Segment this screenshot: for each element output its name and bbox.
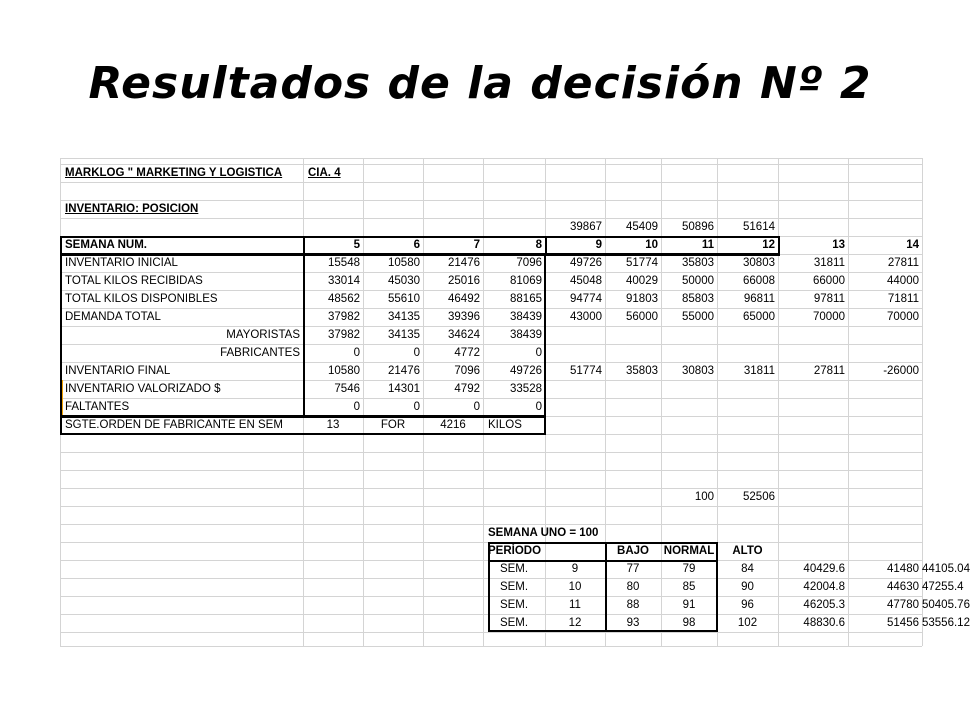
period-week-cell[interactable]: 12 xyxy=(568,617,582,629)
data-cell[interactable]: 38439 xyxy=(510,329,542,341)
data-cell[interactable]: 7096 xyxy=(516,257,542,269)
header-divider xyxy=(545,236,547,254)
order-week-cell[interactable]: 13 xyxy=(326,419,340,431)
data-cell[interactable]: 14301 xyxy=(388,383,420,395)
period-calc-cell[interactable]: 50405.76 xyxy=(922,599,970,611)
row-label-cell[interactable]: INVENTARIO VALORIZADO $ xyxy=(65,383,221,395)
data-cell[interactable]: 0 xyxy=(535,347,542,359)
data-cell[interactable]: 27811 xyxy=(887,257,919,269)
period-sem-cell[interactable]: SEM. xyxy=(499,563,529,575)
period-header-bajo[interactable]: BAJO xyxy=(617,545,649,557)
data-cell[interactable]: 0 xyxy=(353,401,360,413)
data-cell[interactable]: 66000 xyxy=(813,275,845,287)
period-normal-cell[interactable]: 98 xyxy=(682,617,696,629)
data-cell[interactable]: 30803 xyxy=(743,257,775,269)
data-cell[interactable]: 35803 xyxy=(626,365,658,377)
period-calc-cell[interactable]: 51456 xyxy=(887,617,919,629)
data-cell[interactable]: 55610 xyxy=(388,293,420,305)
data-cell[interactable]: 34135 xyxy=(388,329,420,341)
data-cell[interactable]: 37982 xyxy=(328,311,360,323)
period-calc-cell[interactable]: 47780 xyxy=(887,599,919,611)
top-value-cell[interactable]: 51614 xyxy=(743,221,775,233)
row-label-cell[interactable]: TOTAL KILOS DISPONIBLES xyxy=(65,293,218,305)
data-cell[interactable]: 30803 xyxy=(682,365,714,377)
data-cell[interactable]: 97811 xyxy=(813,293,845,305)
order-kilos-cell[interactable]: 4216 xyxy=(440,419,466,431)
data-cell[interactable]: 96811 xyxy=(743,293,775,305)
row-label-cell[interactable]: DEMANDA TOTAL xyxy=(65,311,161,323)
period-header-normal[interactable]: NORMAL xyxy=(663,545,715,557)
data-cell[interactable]: 81069 xyxy=(510,275,542,287)
period-sem-cell[interactable]: SEM. xyxy=(499,599,529,611)
inventory-title-cell[interactable]: INVENTARIO: POSICION xyxy=(65,203,199,215)
data-cell[interactable]: 51774 xyxy=(626,257,658,269)
period-calc-cell[interactable]: 40429.6 xyxy=(803,563,845,575)
data-cell[interactable]: 44000 xyxy=(887,275,919,287)
period-alto-cell[interactable]: 90 xyxy=(741,581,754,593)
period-week-cell[interactable]: 9 xyxy=(571,563,579,575)
data-cell[interactable]: 0 xyxy=(413,347,420,359)
period-alto-cell[interactable]: 96 xyxy=(741,599,754,611)
data-cell[interactable]: 7546 xyxy=(334,383,360,395)
data-cell[interactable]: 88165 xyxy=(510,293,542,305)
data-cell[interactable]: 85803 xyxy=(682,293,714,305)
week-header-cell[interactable]: 12 xyxy=(762,239,775,251)
order-for-cell[interactable]: FOR xyxy=(380,419,406,431)
period-bajo-cell[interactable]: 77 xyxy=(626,563,640,575)
spreadsheet-image xyxy=(60,158,970,646)
data-cell[interactable]: 33014 xyxy=(328,275,360,287)
data-cell[interactable]: 25016 xyxy=(448,275,480,287)
week-header-cell[interactable]: 7 xyxy=(473,239,480,251)
week-header-cell[interactable]: 5 xyxy=(353,239,360,251)
header-bottom-line xyxy=(60,254,780,256)
data-cell[interactable]: 51774 xyxy=(570,365,602,377)
slide-title: Resultados de la decisión Nº 2 xyxy=(88,58,872,109)
data-cell[interactable]: 50000 xyxy=(682,275,714,287)
data-cell[interactable]: 0 xyxy=(353,347,360,359)
period-title-cell[interactable]: SEMANA UNO = 100 xyxy=(488,527,599,539)
data-cell[interactable]: 21476 xyxy=(388,365,420,377)
period-header-alto[interactable]: ALTO xyxy=(732,545,763,557)
data-cell[interactable]: 4792 xyxy=(454,383,480,395)
data-cell[interactable]: 70000 xyxy=(887,311,919,323)
period-calc-cell[interactable]: 44105.04 xyxy=(922,563,970,575)
order-label-cell[interactable]: SGTE.ORDEN DE FABRICANTE EN SEM xyxy=(65,419,283,431)
period-header-periodo[interactable]: PERÍODO xyxy=(488,545,542,557)
data-cell[interactable]: 71811 xyxy=(887,293,919,305)
data-cell[interactable]: 39396 xyxy=(448,311,480,323)
data-cell[interactable]: 40029 xyxy=(626,275,658,287)
data-cell[interactable]: 7096 xyxy=(454,365,480,377)
week-header-cell[interactable]: 8 xyxy=(535,239,542,251)
row-label-cell[interactable]: MAYORISTAS xyxy=(226,329,300,341)
period-normal-cell[interactable]: 85 xyxy=(682,581,696,593)
week-header-cell[interactable]: 11 xyxy=(701,239,714,251)
data-cell[interactable]: 55000 xyxy=(682,311,714,323)
period-alto-cell[interactable]: 102 xyxy=(737,617,758,629)
data-cell[interactable]: 46492 xyxy=(448,293,480,305)
period-calc-cell[interactable]: 44630 xyxy=(887,581,919,593)
row-label-cell[interactable]: FABRICANTES xyxy=(220,347,300,359)
label-column-divider xyxy=(303,236,305,416)
data-cell[interactable]: 48562 xyxy=(328,293,360,305)
data-cell[interactable]: 0 xyxy=(413,401,420,413)
data-cell[interactable]: 56000 xyxy=(626,311,658,323)
week-header-cell[interactable]: 13 xyxy=(832,239,845,251)
period-normal-cell[interactable]: 91 xyxy=(682,599,696,611)
row-highlight-marker xyxy=(60,398,63,416)
period-calc-cell[interactable]: 53556.12 xyxy=(922,617,970,629)
misc-value-cell[interactable]: 52506 xyxy=(743,491,775,503)
data-cell[interactable]: 31811 xyxy=(813,257,845,269)
week-header-label[interactable]: SEMANA NUM. xyxy=(65,239,147,251)
data-cell[interactable]: 38439 xyxy=(510,311,542,323)
data-cell[interactable]: 0 xyxy=(473,401,480,413)
week-header-cell[interactable]: 14 xyxy=(906,239,919,251)
period-sem-cell[interactable]: SEM. xyxy=(499,617,529,629)
period-bajo-cell[interactable]: 80 xyxy=(626,581,640,593)
period-header-line xyxy=(488,560,718,562)
misc-value-cell[interactable]: 100 xyxy=(694,491,714,503)
order-kilos-label-cell[interactable]: KILOS xyxy=(488,419,522,431)
data-cell[interactable]: 49726 xyxy=(570,257,602,269)
data-cell[interactable]: 34135 xyxy=(388,311,420,323)
data-cell[interactable]: 70000 xyxy=(813,311,845,323)
period-bajo-cell[interactable]: 93 xyxy=(626,617,640,629)
data-cell[interactable]: 10580 xyxy=(328,365,360,377)
company-title-cell[interactable]: MARKLOG " MARKETING Y LOGISTICA xyxy=(65,167,283,179)
data-cell[interactable]: 65000 xyxy=(743,311,775,323)
data-cell[interactable]: 49726 xyxy=(510,365,542,377)
data-cell[interactable]: 35803 xyxy=(682,257,714,269)
week-header-cell[interactable]: 6 xyxy=(413,239,420,251)
data-cell[interactable]: 33528 xyxy=(510,383,542,395)
data-cell[interactable]: 37982 xyxy=(328,329,360,341)
data-cell[interactable]: 27811 xyxy=(813,365,845,377)
data-cell[interactable]: 91803 xyxy=(626,293,658,305)
period-calc-cell[interactable]: 47255.4 xyxy=(922,581,964,593)
period-alto-cell[interactable]: 84 xyxy=(741,563,754,575)
data-cell[interactable]: 10580 xyxy=(388,257,420,269)
week-header-cell[interactable]: 9 xyxy=(595,239,602,251)
top-value-cell[interactable]: 39867 xyxy=(570,221,602,233)
data-cell[interactable]: 0 xyxy=(535,401,542,413)
period-calc-cell[interactable]: 42004.8 xyxy=(803,581,845,593)
top-value-cell[interactable]: 50896 xyxy=(682,221,714,233)
data-cell[interactable]: 45048 xyxy=(570,275,602,287)
period-sem-cell[interactable]: SEM. xyxy=(499,581,529,593)
period-divider xyxy=(605,542,607,632)
week-header-cell[interactable]: 10 xyxy=(645,239,658,251)
data-cell[interactable]: 45030 xyxy=(388,275,420,287)
row-highlight-marker xyxy=(60,380,63,398)
data-cell[interactable]: -26000 xyxy=(883,365,919,377)
data-cell[interactable]: 21476 xyxy=(448,257,480,269)
data-cell[interactable]: 4772 xyxy=(454,347,480,359)
row-label-cell[interactable]: INVENTARIO INICIAL xyxy=(65,257,178,269)
period-week-cell[interactable]: 10 xyxy=(568,581,582,593)
company-cia-cell[interactable]: CIA. 4 xyxy=(308,167,341,179)
data-cell[interactable]: 15548 xyxy=(328,257,360,269)
period-calc-cell[interactable]: 48830.6 xyxy=(803,617,845,629)
data-cell[interactable]: 31811 xyxy=(743,365,775,377)
period-calc-cell[interactable]: 41480 xyxy=(887,563,919,575)
data-cell[interactable]: 66008 xyxy=(743,275,775,287)
data-cell[interactable]: 94774 xyxy=(570,293,602,305)
period-bajo-cell[interactable]: 88 xyxy=(626,599,640,611)
row-label-cell[interactable]: TOTAL KILOS RECIBIDAS xyxy=(65,275,203,287)
period-normal-cell[interactable]: 79 xyxy=(682,563,696,575)
data-cell[interactable]: 34624 xyxy=(448,329,480,341)
top-value-cell[interactable]: 45409 xyxy=(626,221,658,233)
period-week-cell[interactable]: 11 xyxy=(569,599,581,611)
data-cell[interactable]: 43000 xyxy=(570,311,602,323)
row-label-cell[interactable]: INVENTARIO FINAL xyxy=(65,365,171,377)
row-label-cell[interactable]: FALTANTES xyxy=(65,401,130,413)
period-calc-cell[interactable]: 46205.3 xyxy=(803,599,845,611)
